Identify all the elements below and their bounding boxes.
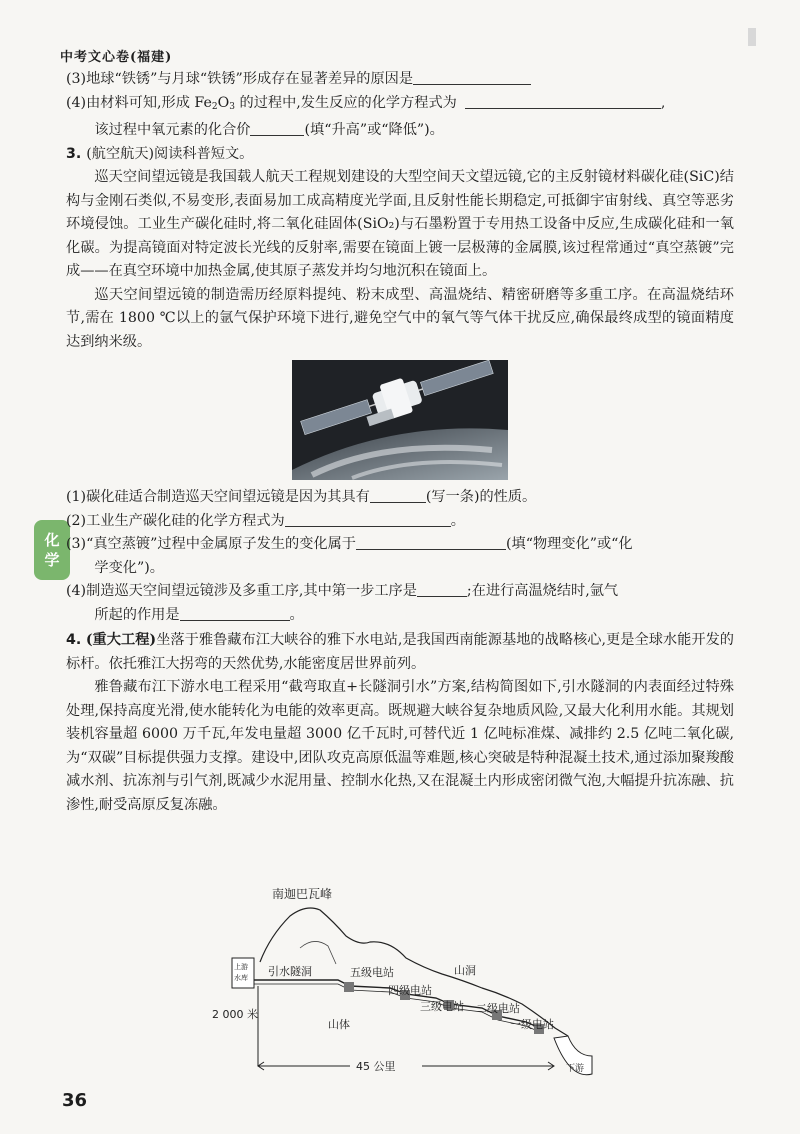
question-tag: (航空航天) [86,145,155,162]
subject-tab-char1: 化 [44,531,60,549]
answer-blank[interactable] [180,604,290,621]
page-number: 36 [62,1090,88,1111]
subject-tab [34,520,70,580]
q3-sub2: (2)工业生产碳化硅的化学方程式为 。 [66,510,734,534]
answer-blank[interactable] [285,510,451,527]
subject-tab-char2: 学 [44,551,60,569]
upstream-label-2: 水库 [234,974,248,982]
mountain-cave-label: 山洞 [454,964,476,977]
station-5-label: 五级电站 [350,966,394,979]
q3-sub3-line2: 学变化”)。 [94,559,164,576]
answer-blank[interactable] [356,533,506,550]
answer-blank[interactable] [417,580,467,597]
question-tag: (重大工程) [85,632,157,648]
downstream-label: 下游 [566,1064,585,1074]
answer-blank[interactable] [465,92,661,109]
q3-sub3: (3)“真空蒸镀”过程中金属原子发生的变化属于 (填“物理变化”或“化 [66,533,734,557]
answer-blank[interactable] [370,486,426,503]
prev-q4-line2: 该过程中氧元素的化合价 (填“升高”或“降低”)。 [66,119,734,143]
distance-label: 45 公里 [356,1060,396,1073]
answer-blank[interactable] [250,119,304,136]
tunnel-label: 引水隧洞 [268,965,312,978]
q4-paragraph-1: 雅鲁藏布江下游水电工程采用“截弯取直+长隧洞引水”方案,结构简图如下,引水隧洞的内表面经过特殊处理,保持高度光滑,使水能转化为电能的效率更高。既规避大峡谷复杂地质风险,又最大化利用水能。其规划装机容量超 6000 万千瓦,年发电量超 3000 亿千瓦时,可替代近 1 亿吨标准煤、减排约 2.5 亿吨二氧化碳,为“双碳”目标提供强力支撑。建设中,团队攻克高原低温等难题,核心突破是特种混凝土技术,通过添加聚羧酸减水剂、抗冻剂与引气剂,既减少水泥用量、控制水化热,又在混凝土内形成密闭微气泡,大幅提升抗冻融、抗渗性,耐受高原反复冻融。 [66,679,734,813]
corner-mark [748,28,756,46]
question-4-intro: 4. (重大工程)坐落于雅鲁藏布江大峡谷的雅下水电站,是我国西南能源基地的战略核心,更是全球水能开发的标杆。依托雅江大拐弯的天然优势,水能密度居世界前列。 [66,632,734,672]
hydropower-diagram [210,876,600,1085]
space-telescope-photo [292,360,508,480]
book-header: 中考文心卷(福建) [60,50,173,65]
mountain-body-label: 山体 [328,1018,350,1031]
station-4-label: 四级电站 [388,984,432,997]
station-5-marker [344,982,354,992]
question-3-title: 3. (航空航天)阅读科普短文。 [66,145,254,162]
page-content [66,68,734,817]
station-1-label: 一级电站 [510,1018,554,1031]
prev-q4: (4)由材料可知,形成 $Fe_2O_3$ 的过程中,发生反应的化学方程式为 , [66,92,734,120]
answer-blank[interactable] [413,68,531,85]
q3-sub4-line2: 所起的作用是 。 [66,604,734,628]
q3-sub4: (4)制造巡天空间望远镜涉及多重工序,其中第一步工序是 ;在进行高温烧结时,氩气 [66,580,734,604]
q3-paragraph-1: 巡天空间望远镜是我国载人航天工程规划建设的大型空间天文望远镜,它的主反射镜材料碳化硅(SiC)结构与金刚石类似,不易变形,表面易加工成高精度光学面,且反射性能长期稳定,可抵御宇宙射线、真空等恶劣环境侵蚀。工业生产碳化硅时,将二氧化硅固体(SiO₂)与石墨粉置于专用热工设备中反应,生成碳化硅和一氧化碳。为提高镜面对特定波长光线的反射率,需要在镜面上镀一层极薄的金属膜,该过程常通过“真空蒸镀”完成——在真空环境中加热金属,使其原子蒸发并均匀地沉积在镜面上。 [66,169,734,279]
q3-paragraph-2: 巡天空间望远镜的制造需历经原料提纯、粉末成型、高温烧结、精密研磨等多重工序。在高温烧结环节,需在 1800 ℃以上的氩气保护环境下进行,避免空气中的氧气等气体干扰反应,确保最终成型的镜面精度达到纳米级。 [66,286,734,350]
q3-sub1: (1)碳化硅适合制造巡天空间望远镜是因为其具有 (写一条)的性质。 [66,486,734,510]
upstream-label-1: 上游 [234,963,248,971]
peak-label: 南迦巴瓦峰 [272,887,333,901]
height-label: 2 000 米 [212,1008,258,1021]
station-3-label: 三级电站 [420,1000,464,1013]
station-2-label: 二级电站 [476,1002,520,1015]
mountain-shading [300,941,336,964]
prev-q3: (3)地球“铁锈”与月球“铁锈”形成存在显著差异的原因是 [66,68,734,92]
